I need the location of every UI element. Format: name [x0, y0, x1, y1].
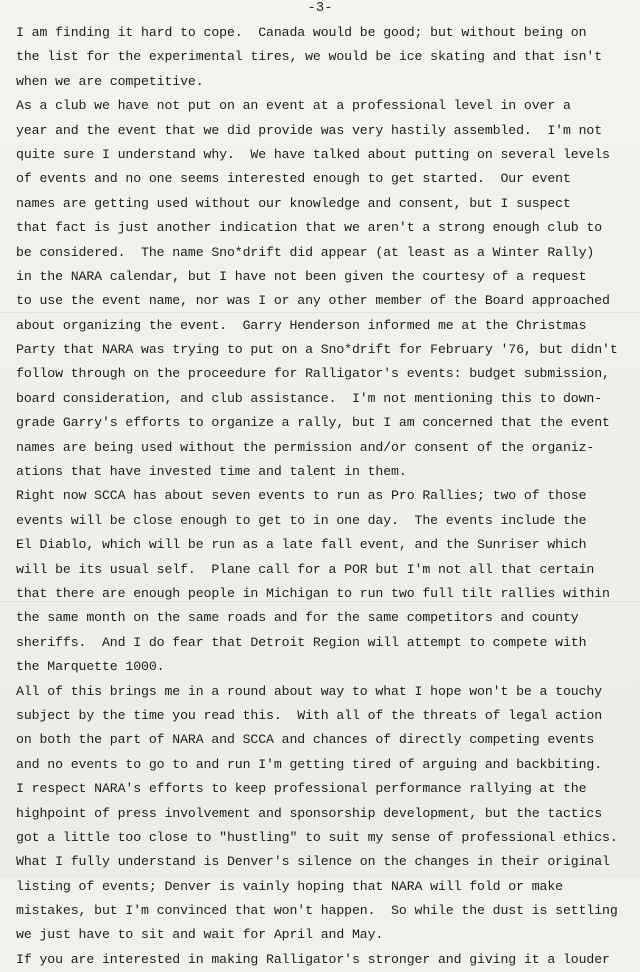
text-line: the Marquette 1000. — [16, 659, 165, 675]
text-line: names are getting used without our knowledge and consent, but I suspect — [16, 195, 571, 211]
text-line: the list for the experimental tires, we would be ice skating and that isn't — [16, 49, 603, 65]
text-line: of events and no one seems interested enough to get started. Our event — [16, 171, 571, 187]
text-line: about organizing the event. Garry Henderson informed me at the Christmas — [16, 317, 587, 333]
text-line: I respect NARA's efforts to keep professional performance rallying at the — [16, 781, 587, 797]
text-line: Party that NARA was trying to put on a Sno*drift for February '76, but didn't — [16, 342, 618, 358]
text-line: listing of events; Denver is vainly hoping that NARA will fold or make — [16, 878, 563, 894]
text-line: Right now SCCA has about seven events to run as Pro Rallies; two of those — [16, 488, 587, 504]
text-line: If you are interested in making Ralligator's stronger and giving it a louder — [16, 951, 610, 967]
text-line: to use the event name, nor was I or any other member of the Board approached — [16, 293, 610, 309]
text-line: highpoint of press involvement and sponsorship development, but the tactics — [16, 805, 603, 821]
text-line: mistakes, but I'm convinced that won't happen. So while the dust is settling — [16, 903, 618, 919]
text-line: got a little too close to "hustling" to suit my sense of professional ethics. — [16, 829, 618, 845]
text-line: board consideration, and club assistance. I'm not mentioning this to down- — [16, 390, 603, 406]
page-number: -3- — [307, 0, 333, 16]
text-line: will be its usual self. Plane call for a POR but I'm not all that certain — [16, 561, 595, 577]
text-line: grade Garry's efforts to organize a rally, but I am concerned that the event — [16, 415, 610, 431]
text-line: quite sure I understand why. We have talked about putting on several levels — [16, 146, 610, 162]
text-line: in the NARA calendar, but I have not been given the courtesy of a request — [16, 268, 587, 284]
text-line: that there are enough people in Michigan to run two full tilt rallies within — [16, 585, 610, 601]
text-line: the same month on the same roads and for the same competitors and county — [16, 610, 579, 626]
text-line: As a club we have not put on an event at a professional level in over a — [16, 98, 571, 114]
text-line: follow through on the proceedure for Ralligator's events: budget submission, — [16, 366, 610, 382]
text-line: What I fully understand is Denver's silence on the changes in their original — [16, 854, 610, 870]
text-line: we just have to sit and wait for April and May. — [16, 927, 384, 943]
text-line: ations that have invested time and talent in them. — [16, 464, 407, 480]
letter-body — [16, 21, 630, 972]
text-line: and no events to go to and run I'm getting tired of arguing and backbiting. — [16, 756, 603, 772]
text-line: events will be close enough to get to in one day. The events include the — [16, 512, 587, 528]
text-line: sheriffs. And I do fear that Detroit Region will attempt to compete with — [16, 634, 587, 650]
text-line: I am finding it hard to cope. Canada would be good; but without being on — [16, 25, 587, 40]
text-line: El Diablo, which will be run as a late fall event, and the Sunriser which — [16, 537, 587, 553]
text-line: on both the part of NARA and SCCA and chances of directly competing events — [16, 732, 595, 748]
text-line: year and the event that we did provide was very hastily assembled. I'm not — [16, 122, 603, 138]
text-line: subject by the time you read this. With all of the threats of legal action — [16, 707, 603, 723]
text-line: All of this brings me in a round about way to what I hope won't be a touchy — [16, 683, 603, 699]
text-line: when we are competitive. — [16, 73, 204, 89]
text-line: that fact is just another indication that we aren't a strong enough club to — [16, 220, 603, 236]
text-line: be considered. The name Sno*drift did appear (at least as a Winter Rally) — [16, 244, 595, 260]
text-line: names are being used without the permission and/or consent of the organiz- — [16, 439, 595, 455]
